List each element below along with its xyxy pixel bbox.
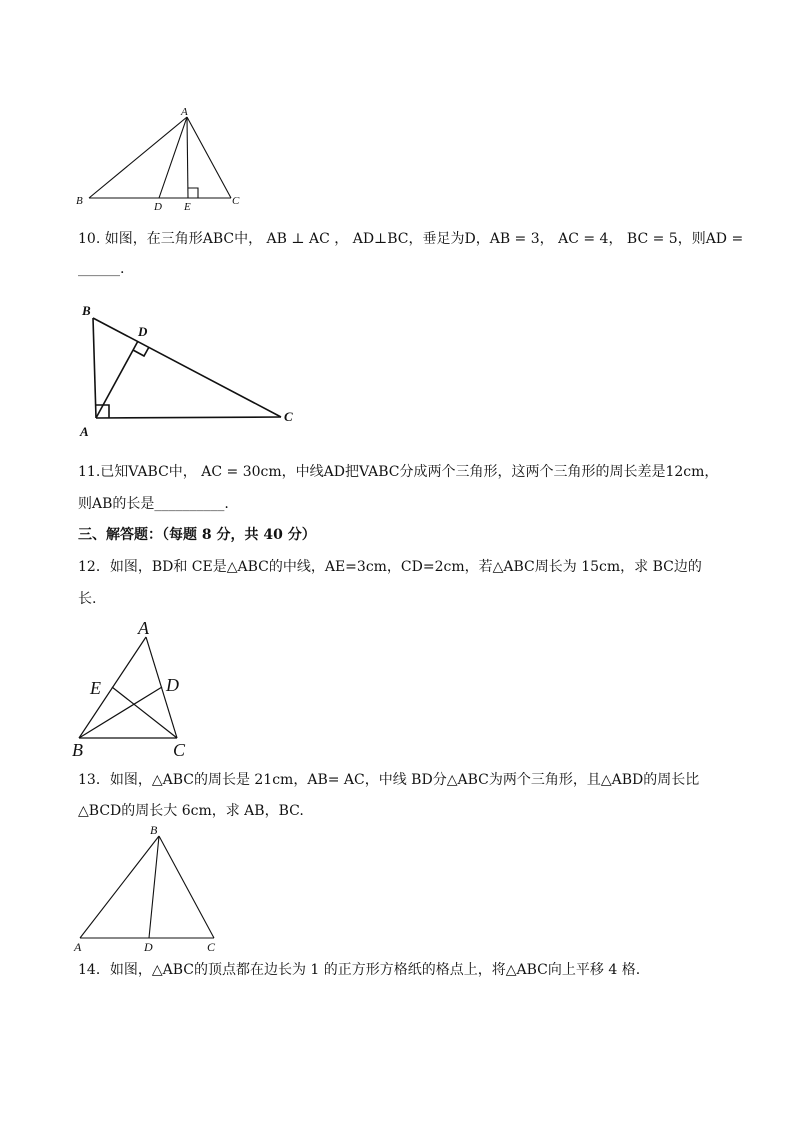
label-b: B bbox=[150, 823, 158, 837]
q13-line-2: △BCD的周长大 6cm，求 AB，BC. bbox=[78, 803, 304, 819]
segment-ae bbox=[187, 117, 188, 198]
segment-bc bbox=[159, 836, 214, 938]
q12-line-1: 12．如图，BD和 CE是△ABC的中线，AE=3cm，CD=2cm，若△ABC周长为 15cm，求 BC边的 bbox=[78, 559, 702, 575]
figure-q12 bbox=[70, 615, 200, 763]
label-e: E bbox=[90, 678, 101, 698]
q13-line-1: 13．如图，△ABC的周长是 21cm，AB= AC，中线 BD分△ABC为两个三角形，且△ABD的周长比 bbox=[78, 772, 700, 788]
label-a: A bbox=[80, 424, 89, 439]
label-c: C bbox=[232, 195, 240, 207]
segment-ac bbox=[96, 417, 281, 418]
q10-line-1: 10. 如图，在三角形ABC中， AB ⊥ AC ， AD⊥BC，垂足为D，AB = 3， AC = 4， BC = 5，则AD = bbox=[78, 231, 744, 247]
label-b: B bbox=[72, 740, 83, 760]
label-c: C bbox=[207, 940, 216, 954]
segment-bc bbox=[93, 318, 281, 417]
segment-ac bbox=[187, 117, 231, 198]
label-e: E bbox=[184, 201, 191, 213]
q10-line-2: ______. bbox=[78, 261, 125, 277]
label-d: D bbox=[154, 201, 162, 213]
label-d: D bbox=[138, 324, 148, 339]
figure-q13 bbox=[70, 820, 230, 960]
segment-ab bbox=[80, 836, 159, 938]
label-a: A bbox=[74, 940, 82, 954]
segment-ab bbox=[93, 318, 96, 418]
q11-line-2: 则AB的长是__________. bbox=[78, 496, 229, 512]
median-bd bbox=[149, 836, 159, 938]
label-d: D bbox=[144, 940, 153, 954]
label-b: B bbox=[82, 303, 91, 318]
section-3-heading: 三、解答题：（每题 8 分，共 40 分） bbox=[78, 527, 316, 543]
right-angle-mark-d bbox=[133, 347, 149, 356]
label-c: C bbox=[284, 409, 293, 424]
label-a: A bbox=[181, 106, 188, 118]
q11-line-1: 11.已知VABC中， AC = 30cm，中线AD把VABC分成两个三角形，这两个三角形的周长差是12cm， bbox=[78, 464, 719, 480]
label-b: B bbox=[76, 195, 83, 207]
q12-line-2: 长. bbox=[78, 591, 97, 607]
segment-ab bbox=[89, 117, 187, 198]
q14-line-1: 14．如图，△ABC的顶点都在边长为 1 的正方形方格纸的格点上，将△ABC向上平移 4 格. bbox=[78, 962, 641, 978]
figure-q10 bbox=[75, 300, 305, 440]
figure-q9 bbox=[70, 100, 250, 212]
right-angle-mark-e bbox=[188, 188, 198, 198]
label-c: C bbox=[173, 740, 186, 760]
segment-ad bbox=[96, 341, 138, 418]
label-d: D bbox=[166, 675, 179, 695]
label-a: A bbox=[138, 618, 149, 638]
